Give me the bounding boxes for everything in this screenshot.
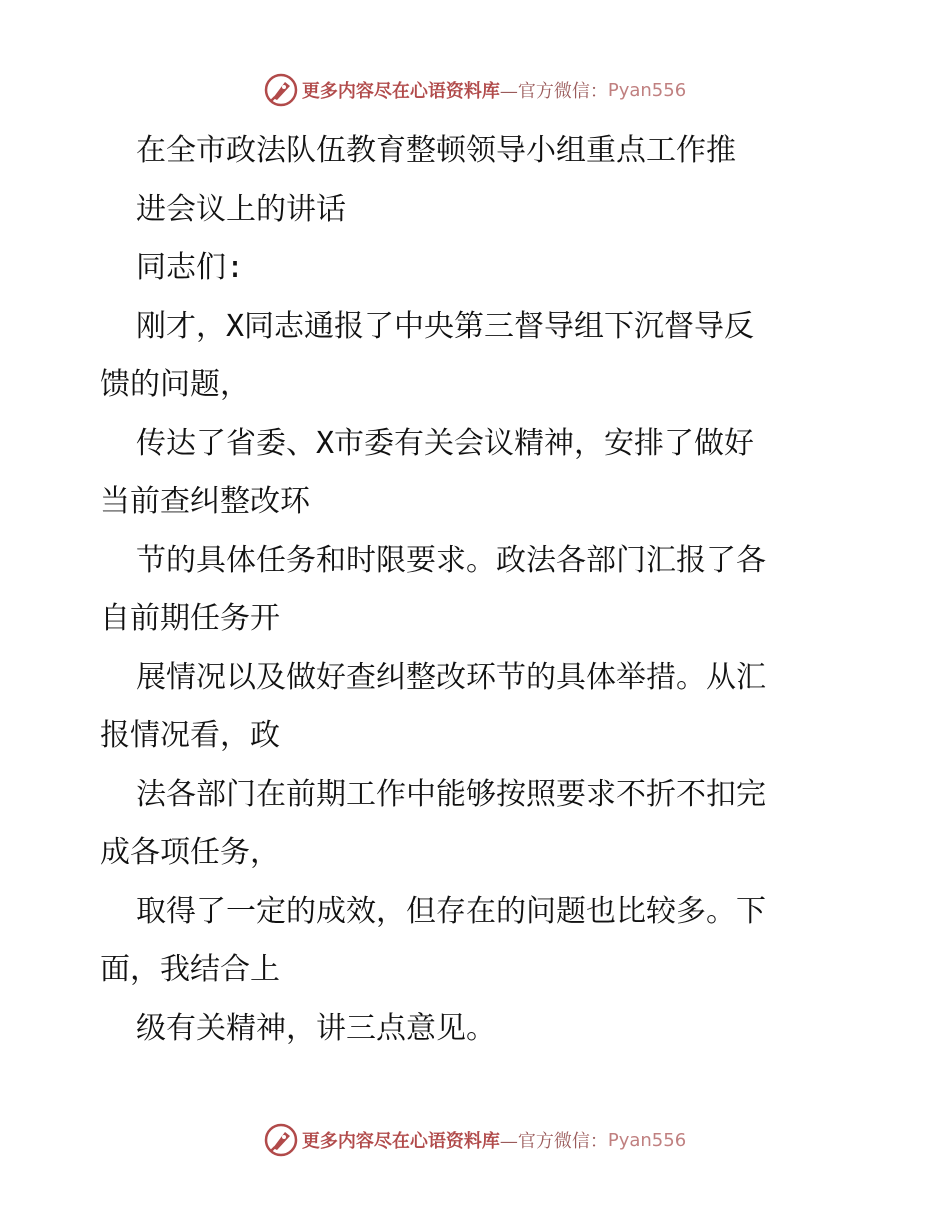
text-line: 面，我结合上 (100, 952, 280, 987)
text-line: 自前期任务开 (100, 601, 280, 636)
banner-site-text: 更多内容尽在心语资料库 (301, 1131, 500, 1152)
text-line: 馈的问题， (100, 367, 250, 402)
text-line: 级有关精神，讲三点意见。 (136, 1010, 496, 1046)
banner-wechat-account: Pyan556 (607, 79, 687, 101)
text-line: 成各项任务， (100, 835, 280, 870)
text-line: 展情况以及做好查纠整改环节的具体举措。从汇 (136, 659, 766, 695)
text-line: 同志们: (136, 250, 245, 285)
text-line: 当前查纠整改环 (100, 484, 310, 519)
text-line: 节的具体任务和时限要求。政法各部门汇报了各 (136, 542, 766, 578)
banner-official-text: —官方微信： (499, 1131, 608, 1152)
banner-site-text: 更多内容尽在心语资料库 (301, 81, 500, 102)
text-line: 法各部门在前期工作中能够按照要求不折不扣完 (136, 776, 766, 812)
text-line: 在全市政法队伍教育整顿领导小组重点工作推 (136, 133, 736, 168)
text-line: 进会议上的讲话 (136, 191, 346, 227)
footer-banner (0, 1120, 950, 1160)
text-line: 传达了省委、X市委有关会议精神，安排了做好 (136, 425, 755, 461)
pen-nib-logo-icon (264, 1123, 298, 1157)
header-banner (0, 70, 950, 110)
document-body (100, 122, 855, 1058)
banner-official-text: —官方微信： (499, 81, 608, 102)
text-line: 刚才，X同志通报了中央第三督导组下沉督导反 (136, 308, 755, 344)
text-line: 取得了一定的成效，但存在的问题也比较多。下 (136, 893, 766, 929)
pen-nib-logo-icon (264, 73, 298, 107)
text-line: 报情况看，政 (100, 718, 280, 753)
banner-wechat-account: Pyan556 (607, 1129, 687, 1151)
